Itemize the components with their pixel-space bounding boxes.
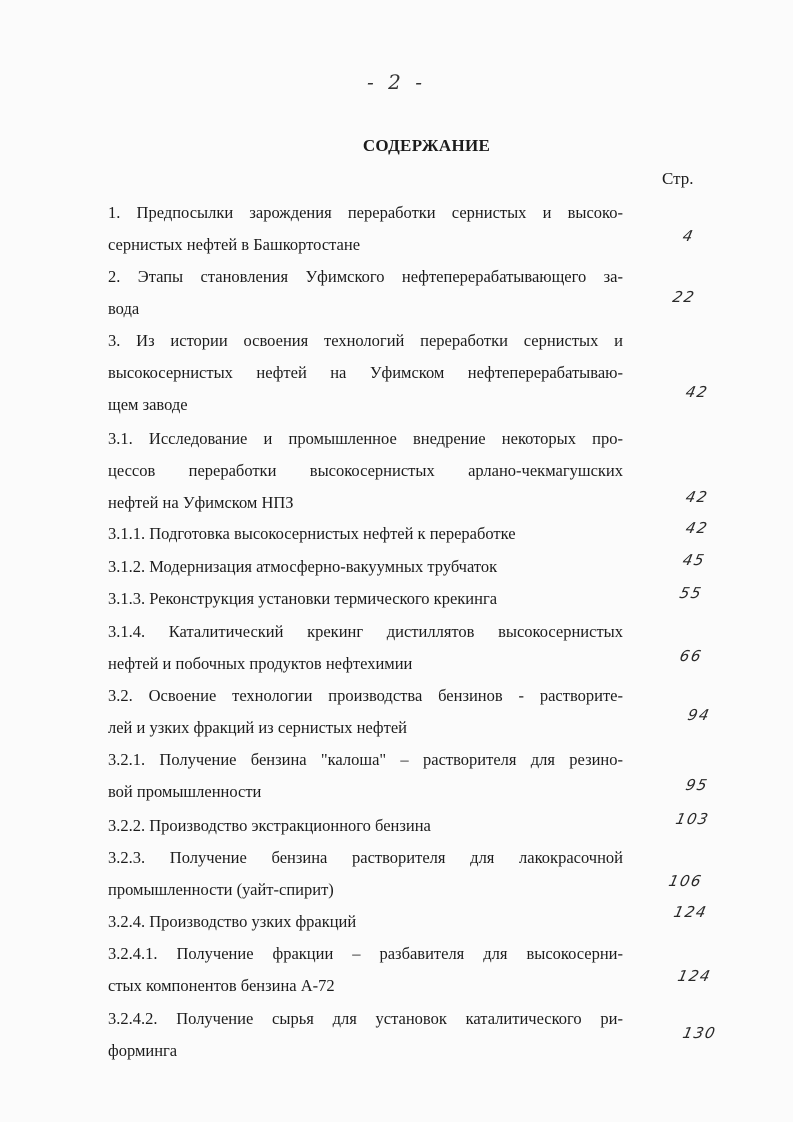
toc-page-number: 55 (678, 584, 705, 602)
toc-page-number: 124 (676, 967, 714, 985)
toc-line: стых компонентов бензина А-72 (108, 976, 335, 995)
page-title: СОДЕРЖАНИЕ (362, 136, 491, 155)
toc-line: 3.2.2. Производство экстракционного бензина (108, 816, 431, 835)
toc-line: форминга (108, 1041, 178, 1060)
toc-page-number: 45 (681, 551, 708, 569)
toc-page-number: 94 (686, 706, 713, 724)
toc-line: вода (108, 299, 140, 318)
toc-line: 3.1.1. Подготовка высокосернистых нефтей к переработке (108, 524, 516, 543)
toc-page-number: 106 (667, 872, 705, 890)
toc-line: 3.2.4. Производство узких фракций (108, 912, 357, 931)
toc-page-number: 130 (681, 1024, 719, 1042)
toc-page-number: 103 (674, 810, 712, 828)
toc-line: 3.1.4. Каталитический крекинг дистиллятов высокосернистых (108, 622, 623, 641)
toc-line: 3.1.3. Реконструкция установки термического крекинга (108, 589, 498, 608)
toc-page-number: 124 (672, 903, 710, 921)
toc-line: 3.1.2. Модернизация атмосферно-вакуумных трубчаток (108, 557, 498, 576)
toc-line: лей и узких фракций из сернистых нефтей (108, 718, 407, 737)
toc-page-number: 42 (684, 488, 711, 506)
page-column-label: Стр. (662, 169, 694, 188)
toc-page-number: 42 (684, 383, 711, 401)
toc-line: нефтей и побочных продуктов нефтехимии (108, 654, 413, 673)
toc-line: щем заводе (108, 395, 188, 414)
toc-page-number: 66 (678, 647, 705, 665)
toc-line: цессов переработки высокосернистых арлано-чекмагушских (108, 461, 623, 480)
toc-line: 1. Предпосылки зарождения переработки сернистых и высоко- (108, 203, 623, 222)
toc-page-number: 22 (671, 288, 698, 306)
toc-line: 3.2.1. Получение бензина "калоша" – растворителя для резино- (108, 750, 623, 769)
toc-line: сернистых нефтей в Башкортостане (108, 235, 361, 254)
toc-line: вой промышленности (108, 782, 262, 801)
toc-line: 3.2.4.2. Получение сырья для установок каталитического ри- (108, 1009, 623, 1028)
toc-line: 2. Этапы становления Уфимского нефтеперерабатывающего за- (108, 267, 623, 286)
page-number: - 2 - (367, 70, 426, 94)
toc-line: 3. Из истории освоения технологий переработки сернистых и (108, 331, 623, 350)
toc-line: нефтей на Уфимском НПЗ (108, 493, 294, 512)
toc-line: 3.2.3. Получение бензина растворителя для лакокрасочной (108, 848, 623, 867)
toc-line: 3.1. Исследование и промышленное внедрение некоторых про- (108, 429, 623, 448)
toc-line: 3.2. Освоение технологии производства бензинов - растворите- (108, 686, 623, 705)
toc-line: 3.2.4.1. Получение фракции – разбавителя для высокосерни- (108, 944, 623, 963)
toc-page-number: 4 (681, 227, 696, 245)
toc-page-number: 95 (684, 776, 711, 794)
toc-page-number: 42 (684, 519, 711, 537)
toc-line: высокосернистых нефтей на Уфимском нефтеперерабатываю- (108, 363, 623, 382)
toc-line: промышленности (уайт-спирит) (108, 880, 334, 899)
